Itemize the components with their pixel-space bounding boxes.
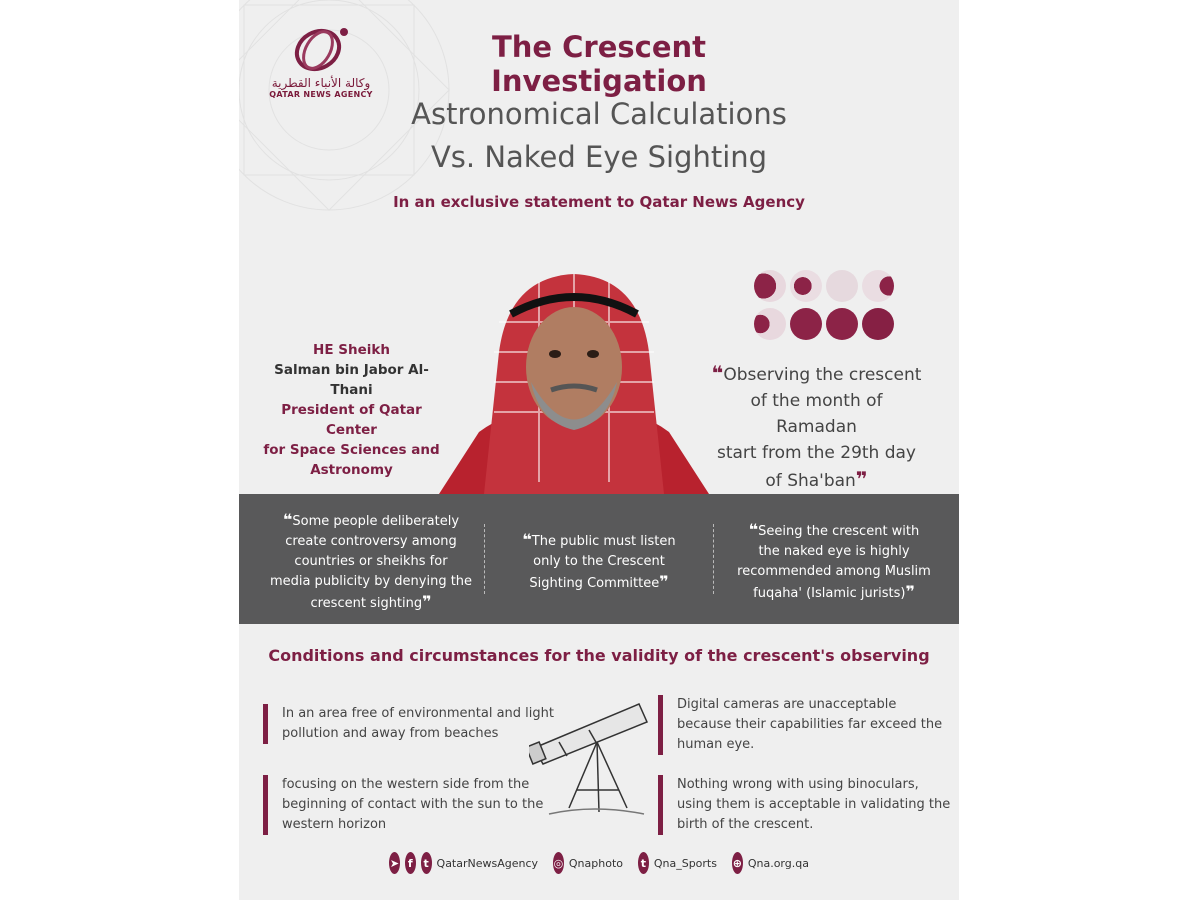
quote-line: fuqaha' (Islamic jurists) — [753, 586, 906, 601]
person-role-line: Astronomy — [310, 462, 393, 478]
condition-item — [263, 704, 562, 744]
quote-line: media publicity by denying the — [269, 574, 473, 589]
person-role-line: for Space Sciences and — [263, 442, 440, 458]
open-quote-mark: ❝ — [748, 520, 759, 539]
conditions-title: Conditions and circumstances for the validity of the crescent's observing — [268, 646, 930, 665]
moon-phase-icon — [754, 308, 786, 340]
condition-line: human eye. — [677, 737, 755, 752]
quote-line: create controversy among — [285, 534, 457, 549]
globe-icon[interactable]: ⊕ — [732, 852, 743, 874]
condition-item — [658, 695, 957, 755]
subtitle — [239, 93, 959, 179]
person-title: HE Sheikh — [313, 342, 390, 358]
band-quote-2 — [499, 530, 699, 594]
person-name: Salman bin Jabor Al-Thani — [274, 362, 429, 398]
condition-line: because their capabilities far exceed the — [677, 717, 943, 732]
telegram-icon[interactable]: ➤ — [389, 852, 400, 874]
quote-line: only to the Crescent — [533, 554, 665, 569]
poster — [239, 0, 959, 900]
quote-line: of the month of Ramadan — [750, 391, 883, 437]
condition-line: In an area free of environmental and light — [282, 706, 554, 721]
quote-line: crescent sighting — [310, 596, 423, 611]
band-quote-1 — [261, 510, 481, 614]
moon-phase-icon — [790, 308, 822, 340]
qna-logo — [261, 22, 381, 99]
person-role-line: President of Qatar Center — [281, 402, 422, 438]
close-quote-mark: ❞ — [855, 467, 868, 491]
page-title: The Crescent Investigation — [491, 30, 707, 98]
condition-item — [658, 775, 957, 835]
condition-line: Nothing wrong with using binoculars, — [677, 777, 919, 792]
quote-line: Seeing the crescent with — [758, 524, 920, 539]
quotes-band — [239, 494, 959, 624]
quote-line: Sighting Committee — [529, 576, 660, 591]
separator — [484, 524, 485, 594]
close-quote-mark: ❞ — [422, 592, 432, 611]
exclusive-statement: In an exclusive statement to Qatar News Agency — [393, 193, 805, 211]
condition-line: pollution and away from beaches — [282, 726, 499, 741]
logo-arabic-text: وكالة الأنباء القطرية — [271, 76, 371, 90]
social-handle[interactable]: QatarNewsAgency — [436, 856, 539, 870]
open-quote-mark: ❝ — [522, 530, 532, 549]
moon-phase-icon — [790, 270, 822, 302]
facebook-icon[interactable]: f — [405, 852, 416, 874]
telescope-icon — [529, 690, 659, 820]
twitter-icon[interactable]: t — [421, 852, 432, 874]
social-handle[interactable]: Qnaphoto — [568, 856, 623, 870]
quote-line: The public must listen — [531, 534, 676, 549]
instagram-icon[interactable]: ◎ — [553, 852, 564, 874]
condition-item — [263, 775, 562, 835]
website-link[interactable]: Qna.org.qa — [747, 856, 809, 870]
condition-line: western horizon — [282, 817, 387, 832]
quote-line: of Sha'ban — [765, 471, 856, 491]
moon-phase-icon — [754, 270, 786, 302]
quote-line: countries or sheikhs for — [294, 554, 448, 569]
twitter-icon[interactable]: t — [638, 852, 649, 874]
logo-english-text: QATAR NEWS AGENCY — [269, 90, 373, 99]
moon-phase-icon — [862, 308, 894, 340]
qna-logo-mark — [286, 22, 356, 74]
moon-phase-icon — [826, 308, 858, 340]
close-quote-mark: ❞ — [905, 582, 915, 601]
subtitle-line: Vs. Naked Eye Sighting — [430, 140, 768, 174]
condition-line: birth of the crescent. — [677, 817, 814, 832]
social-handle[interactable]: Qna_Sports — [653, 856, 717, 870]
condition-line: using them is acceptable in validating the — [677, 797, 951, 812]
quote-line: Observing the crescent — [723, 365, 922, 385]
open-quote-mark: ❝ — [282, 510, 293, 529]
main-quote — [709, 360, 924, 494]
moon-phase-icon — [826, 270, 858, 302]
condition-line: focusing on the western side from the — [282, 777, 530, 792]
social-footer — [389, 850, 819, 876]
quote-line: recommended among Muslim — [737, 564, 931, 579]
close-quote-mark: ❞ — [659, 572, 669, 591]
band-quote-3 — [724, 520, 944, 604]
condition-line: Digital cameras are unacceptable — [677, 697, 897, 712]
person-caption — [259, 340, 444, 480]
quote-line: the naked eye is highly — [758, 544, 910, 559]
condition-line: beginning of contact with the sun to the — [282, 797, 544, 812]
portrait-photo — [439, 262, 709, 494]
separator — [713, 524, 714, 594]
quote-line: start from the 29th day — [716, 443, 916, 463]
quote-line: Some people deliberately — [292, 514, 460, 529]
open-quote-mark: ❝ — [711, 361, 724, 385]
subtitle-line: Astronomical Calculations — [411, 97, 787, 131]
moon-phase-icon — [862, 270, 894, 302]
